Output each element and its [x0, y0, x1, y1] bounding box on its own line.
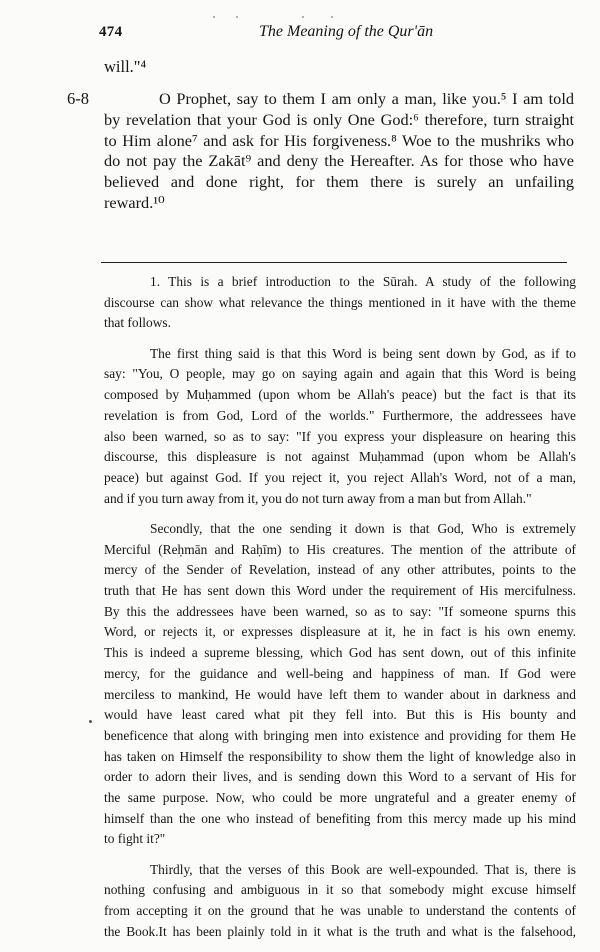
verse-translation: [104, 89, 574, 214]
footnote-paragraph: [104, 860, 576, 943]
running-title: The Meaning of the Qur'ān: [259, 23, 434, 40]
footnote-line: By this the addressees have been warned, so as to say: "If someone spurns this: [104, 603, 576, 619]
footnote-line: Thirdly, that the verses of this Book are well-expounded. That is, there is: [150, 861, 576, 877]
footnote-line: the Book.It has been plainly told in it what is the truth and what is the falsehood,: [104, 923, 576, 939]
footnote-line: peace) but against God. If you reject it, you reject Allah's Word, not of a man,: [104, 469, 576, 485]
verse-line: believed and done right, for them there is surely an unfailing: [104, 172, 574, 192]
footnote-line: merciless to mankind, He would have left them to wander about in darkness and: [104, 686, 576, 702]
scan-speck: [302, 16, 304, 18]
scan-speck: [236, 16, 238, 18]
footnotes: [104, 272, 576, 952]
footnote-line: himself than the one who instead of benefiting from this mercy made up his mind: [104, 810, 576, 826]
footnote-line: discourse, this displeasure is not against Muḥammad (upon whom be Allah's: [104, 449, 576, 465]
footnote-line: mercy, for the guidance and well-being and happiness of man. If God were: [104, 665, 576, 681]
footnote-divider: [101, 262, 567, 263]
verse-line: O Prophet, say to them I am only a man, like you.⁵ I am told: [159, 89, 574, 108]
footnote-line: from accepting it on the ground that he was unable to understand the contents of: [104, 903, 576, 919]
footnote-line: and if you turn away from it, you do not turn away from a man but from Allah.": [104, 490, 532, 506]
footnote-paragraph: [104, 272, 576, 334]
verse-line: reward.¹⁰: [104, 192, 165, 212]
footnote-line: also been warned, so as to say: "If you express your displeasure on hearing this: [104, 428, 576, 444]
footnote-line: revelation is from God, Lord of the worlds." Furthermore, the addressees have: [104, 407, 576, 423]
footnote-line: Word, or rejects it, or expresses displeasure at it, he in fact is his own enemy.: [104, 624, 576, 640]
verse-line: by revelation that your God is only One God:⁶ therefore, turn straight: [104, 109, 574, 129]
footnote-line: Merciful (Reḥmān and Raḥīm) to His creatures. The mention of the attribute of: [104, 541, 576, 557]
footnote-line: say: "You, O people, may go on saying again and again that this Word is being: [104, 366, 576, 382]
footnote-line: order to adorn their lives, and is sending down this Word to a servant of His for: [104, 769, 576, 785]
footnote-line: The first thing said is that this Word is being sent down by God, as if to: [150, 345, 576, 361]
footnote-line: beneficence that along with bringing men into existence and providing for them He: [104, 727, 576, 743]
footnote-line: to fight it?": [104, 831, 166, 847]
footnote-line: the same purpose. Now, who could be more ungrateful and a greater enemy of: [104, 790, 576, 806]
footnote-line: has taken on Himself the responsibility to show them the light of knowledge also in: [104, 748, 576, 764]
verse-line: do not pay the Zakāt⁹ and deny the Hereafter. As for those who have: [104, 151, 574, 171]
footnote-line: nothing confusing and ambiguous in it so that somebody might excuse himself: [104, 882, 576, 898]
footnote-line: composed by Muḥammed (upon whom be Allah's peace) but the fact is that its: [104, 387, 576, 403]
continuation-line: will."⁴: [104, 57, 147, 76]
footnote-paragraph: [104, 344, 576, 510]
footnote-line: 1. This is a brief introduction to the Sūrah. A study of the following: [150, 274, 576, 289]
page-number: 474: [99, 24, 123, 40]
footnote-line: would have least cared what pit they fell into. But this is His bounty and: [104, 707, 576, 723]
footnote-paragraph: [104, 519, 576, 850]
footnote-line: This is indeed a supreme blessing, which God has sent down, out of this infinite: [104, 645, 576, 661]
scan-speck: [331, 16, 333, 18]
verse-reference: 6-8: [67, 89, 89, 108]
footnote-line: discourse can show what relevance the things mentioned in it have with the theme: [104, 294, 576, 310]
footnote-line: mercy of the Sender of Revelation, instead of any other attributes, points to the: [104, 562, 576, 578]
scan-speck: [213, 16, 215, 18]
footnote-line: truth that He has sent down this Word under the requirement of His mercifulness.: [104, 583, 576, 599]
verse-line: to Him alone⁷ and ask for His forgiveness.⁸ Woe to the mushriks who: [104, 130, 574, 150]
footnote-line: that follows.: [104, 315, 171, 331]
footnote-line: Secondly, that the one sending it down is that God, Who is extremely: [150, 520, 576, 536]
scan-speck: [89, 720, 92, 723]
